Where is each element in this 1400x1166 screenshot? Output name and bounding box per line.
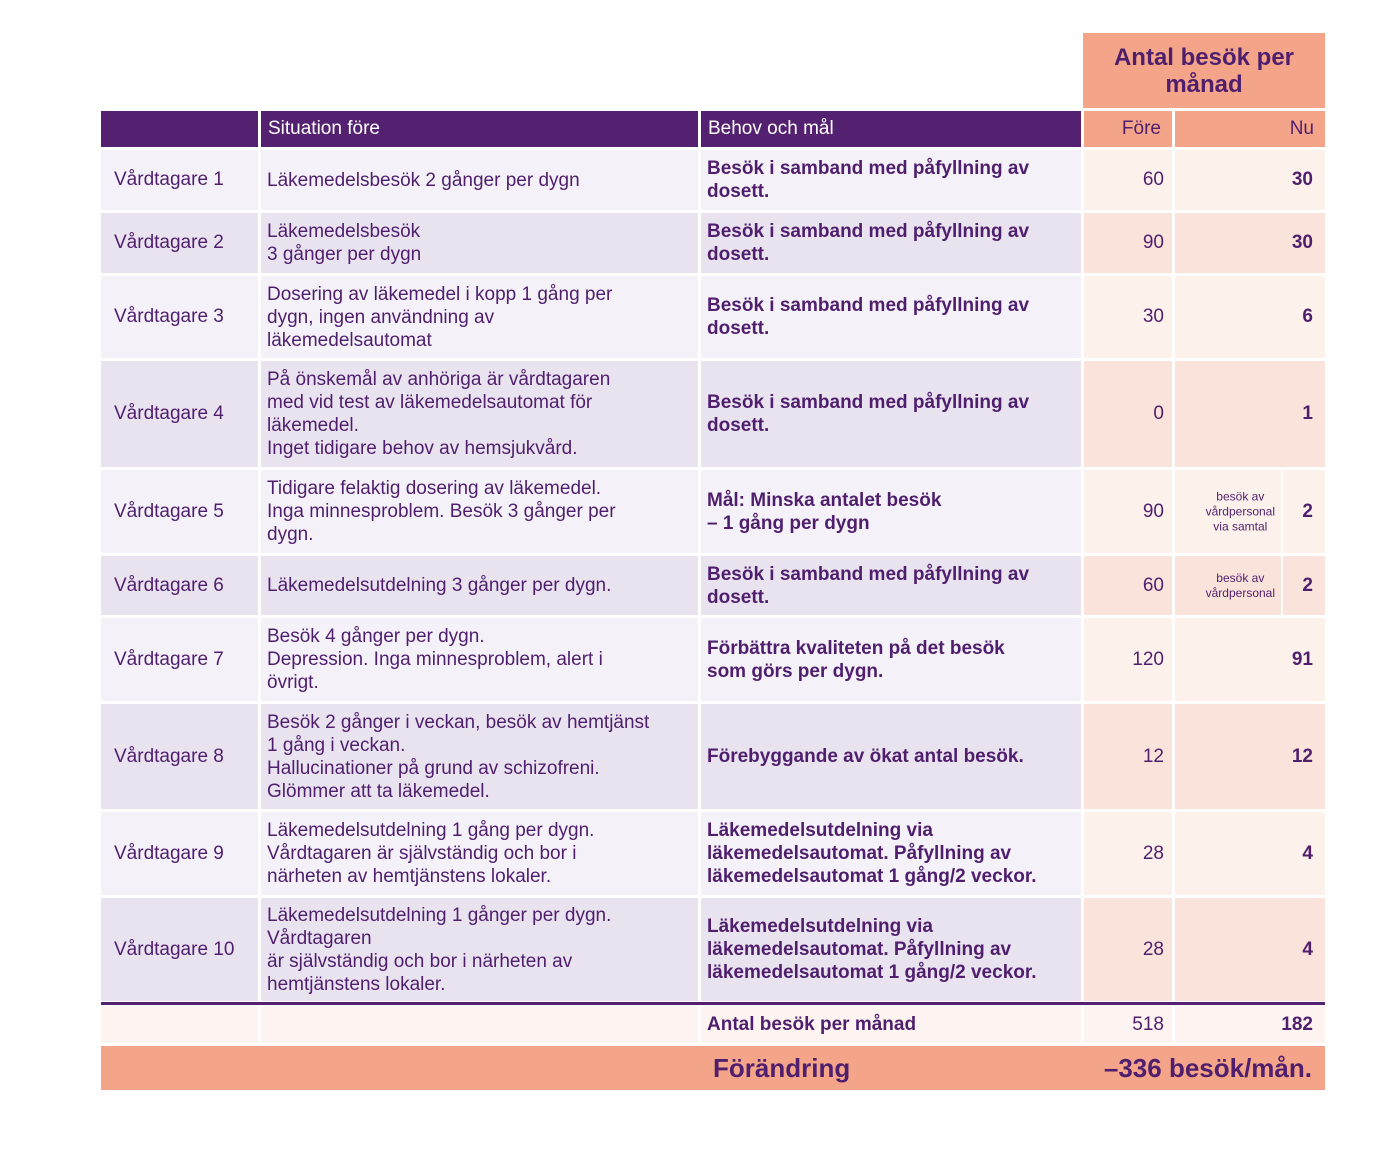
visits-now: 30 [1175, 150, 1325, 210]
header-now: Nu [1175, 111, 1325, 147]
total-divider [101, 1002, 1325, 1005]
situation-before: Besök 4 gånger per dygn. Depression. Inga minnesproblem, alert i övrigt. [261, 618, 698, 701]
visits-per-month-title: Antal besök per månad [1083, 33, 1325, 108]
table-row [101, 276, 1325, 358]
header-needs-and-goals: Behov och mål [701, 111, 1081, 147]
visits-now [1175, 470, 1325, 553]
visits-now-note: besök av vårdpersonal [1205, 570, 1275, 600]
change-row [101, 1046, 1325, 1090]
table-row [101, 898, 1325, 1001]
needs-and-goals: Läkemedelsutdelning via läkemedelsautomat. Påfyllning av läkemedelsautomat 1 gång/2 veckor. [701, 898, 1081, 1001]
visits-now: 91 [1175, 618, 1325, 701]
needs-and-goals: Förbättra kvaliteten på det besök som görs per dygn. [701, 618, 1081, 701]
situation-before: Tidigare felaktig dosering av läkemedel. Inga minnesproblem. Besök 3 gånger per dygn. [261, 470, 698, 553]
visits-before: 60 [1084, 150, 1172, 210]
visits-before: 12 [1084, 704, 1172, 809]
change-value: –336 besök/mån. [1103, 1052, 1312, 1083]
note-divider [1281, 470, 1283, 553]
needs-and-goals: Läkemedelsutdelning via läkemedelsautomat. Påfyllning av läkemedelsautomat 1 gång/2 veckor. [701, 812, 1081, 895]
table-row [101, 556, 1325, 615]
patient-name: Vårdtagare 2 [101, 213, 258, 273]
visits-now: 4 [1175, 812, 1325, 895]
visits-now: 12 [1175, 704, 1325, 809]
visits-before: 30 [1084, 276, 1172, 358]
visits-before: 60 [1084, 556, 1172, 615]
visits-now: 4 [1175, 898, 1325, 1001]
patient-name: Vårdtagare 7 [101, 618, 258, 701]
needs-and-goals: Förebyggande av ökat antal besök. [701, 704, 1081, 809]
needs-and-goals: Besök i samband med påfyllning av dosett. [701, 276, 1081, 358]
needs-and-goals: Besök i samband med påfyllning av dosett. [701, 361, 1081, 467]
change-label: Förändring [713, 1052, 851, 1083]
summary-empty-1 [101, 1006, 258, 1043]
patient-name: Vårdtagare 10 [101, 898, 258, 1001]
visits-before: 120 [1084, 618, 1172, 701]
visits-now-value: 2 [1302, 500, 1313, 522]
visits-now [1175, 556, 1325, 615]
patient-name: Vårdtagare 4 [101, 361, 258, 467]
visits-now: 1 [1175, 361, 1325, 467]
situation-before: På önskemål av anhöriga är vårdtagaren med vid test av läkemedelsautomat för läkemedel. Inget tidigare behov av hemsjukvård. [261, 361, 698, 467]
header-name [101, 111, 258, 147]
table-row [101, 704, 1325, 809]
visits-now-note: besök av vårdpersonal via samtal [1205, 489, 1275, 533]
table-row [101, 361, 1325, 467]
table-row [101, 812, 1325, 895]
visits-before: 90 [1084, 470, 1172, 553]
patient-name: Vårdtagare 3 [101, 276, 258, 358]
summary-row [101, 1006, 1325, 1043]
situation-before: Läkemedelsbesök 3 gånger per dygn [261, 213, 698, 273]
visits-now-value: 2 [1302, 574, 1313, 596]
situation-before: Läkemedelsbesök 2 gånger per dygn [261, 150, 698, 210]
patient-name: Vårdtagare 1 [101, 150, 258, 210]
visits-before: 0 [1084, 361, 1172, 467]
situation-before: Besök 2 gånger i veckan, besök av hemtjänst 1 gång i veckan. Hallucinationer på grund av schizofreni. Glömmer att ta läkemedel. [261, 704, 698, 809]
situation-before: Dosering av läkemedel i kopp 1 gång per dygn, ingen användning av läkemedelsautomat [261, 276, 698, 358]
summary-before: 518 [1084, 1006, 1172, 1043]
situation-before: Läkemedelsutdelning 3 gånger per dygn. [261, 556, 698, 615]
patient-name: Vårdtagare 9 [101, 812, 258, 895]
summary-now: 182 [1175, 1006, 1325, 1043]
needs-and-goals: Besök i samband med påfyllning av dosett. [701, 556, 1081, 615]
table-row [101, 470, 1325, 553]
visits-now: 6 [1175, 276, 1325, 358]
situation-before: Läkemedelsutdelning 1 gång per dygn. Vårdtagaren är självständig och bor i närheten av hemtjänstens lokaler. [261, 812, 698, 895]
summary-empty-2 [261, 1006, 698, 1043]
needs-and-goals: Besök i samband med påfyllning av dosett. [701, 150, 1081, 210]
visits-before: 28 [1084, 898, 1172, 1001]
visits-now: 30 [1175, 213, 1325, 273]
table-row [101, 618, 1325, 701]
needs-and-goals: Mål: Minska antalet besök – 1 gång per dygn [701, 470, 1081, 553]
table-row [101, 213, 1325, 273]
needs-and-goals: Besök i samband med påfyllning av dosett. [701, 213, 1081, 273]
table-row [101, 150, 1325, 210]
header-situation-before: Situation före [261, 111, 698, 147]
patient-name: Vårdtagare 6 [101, 556, 258, 615]
summary-label: Antal besök per månad [701, 1006, 1081, 1043]
header-before: Före [1084, 111, 1172, 147]
note-divider [1281, 556, 1283, 615]
patient-name: Vårdtagare 5 [101, 470, 258, 553]
patient-name: Vårdtagare 8 [101, 704, 258, 809]
situation-before: Läkemedelsutdelning 1 gånger per dygn. Vårdtagaren är självständig och bor i närheten av hemtjänstens lokaler. [261, 898, 698, 1001]
visits-before: 90 [1084, 213, 1172, 273]
visits-before: 28 [1084, 812, 1172, 895]
